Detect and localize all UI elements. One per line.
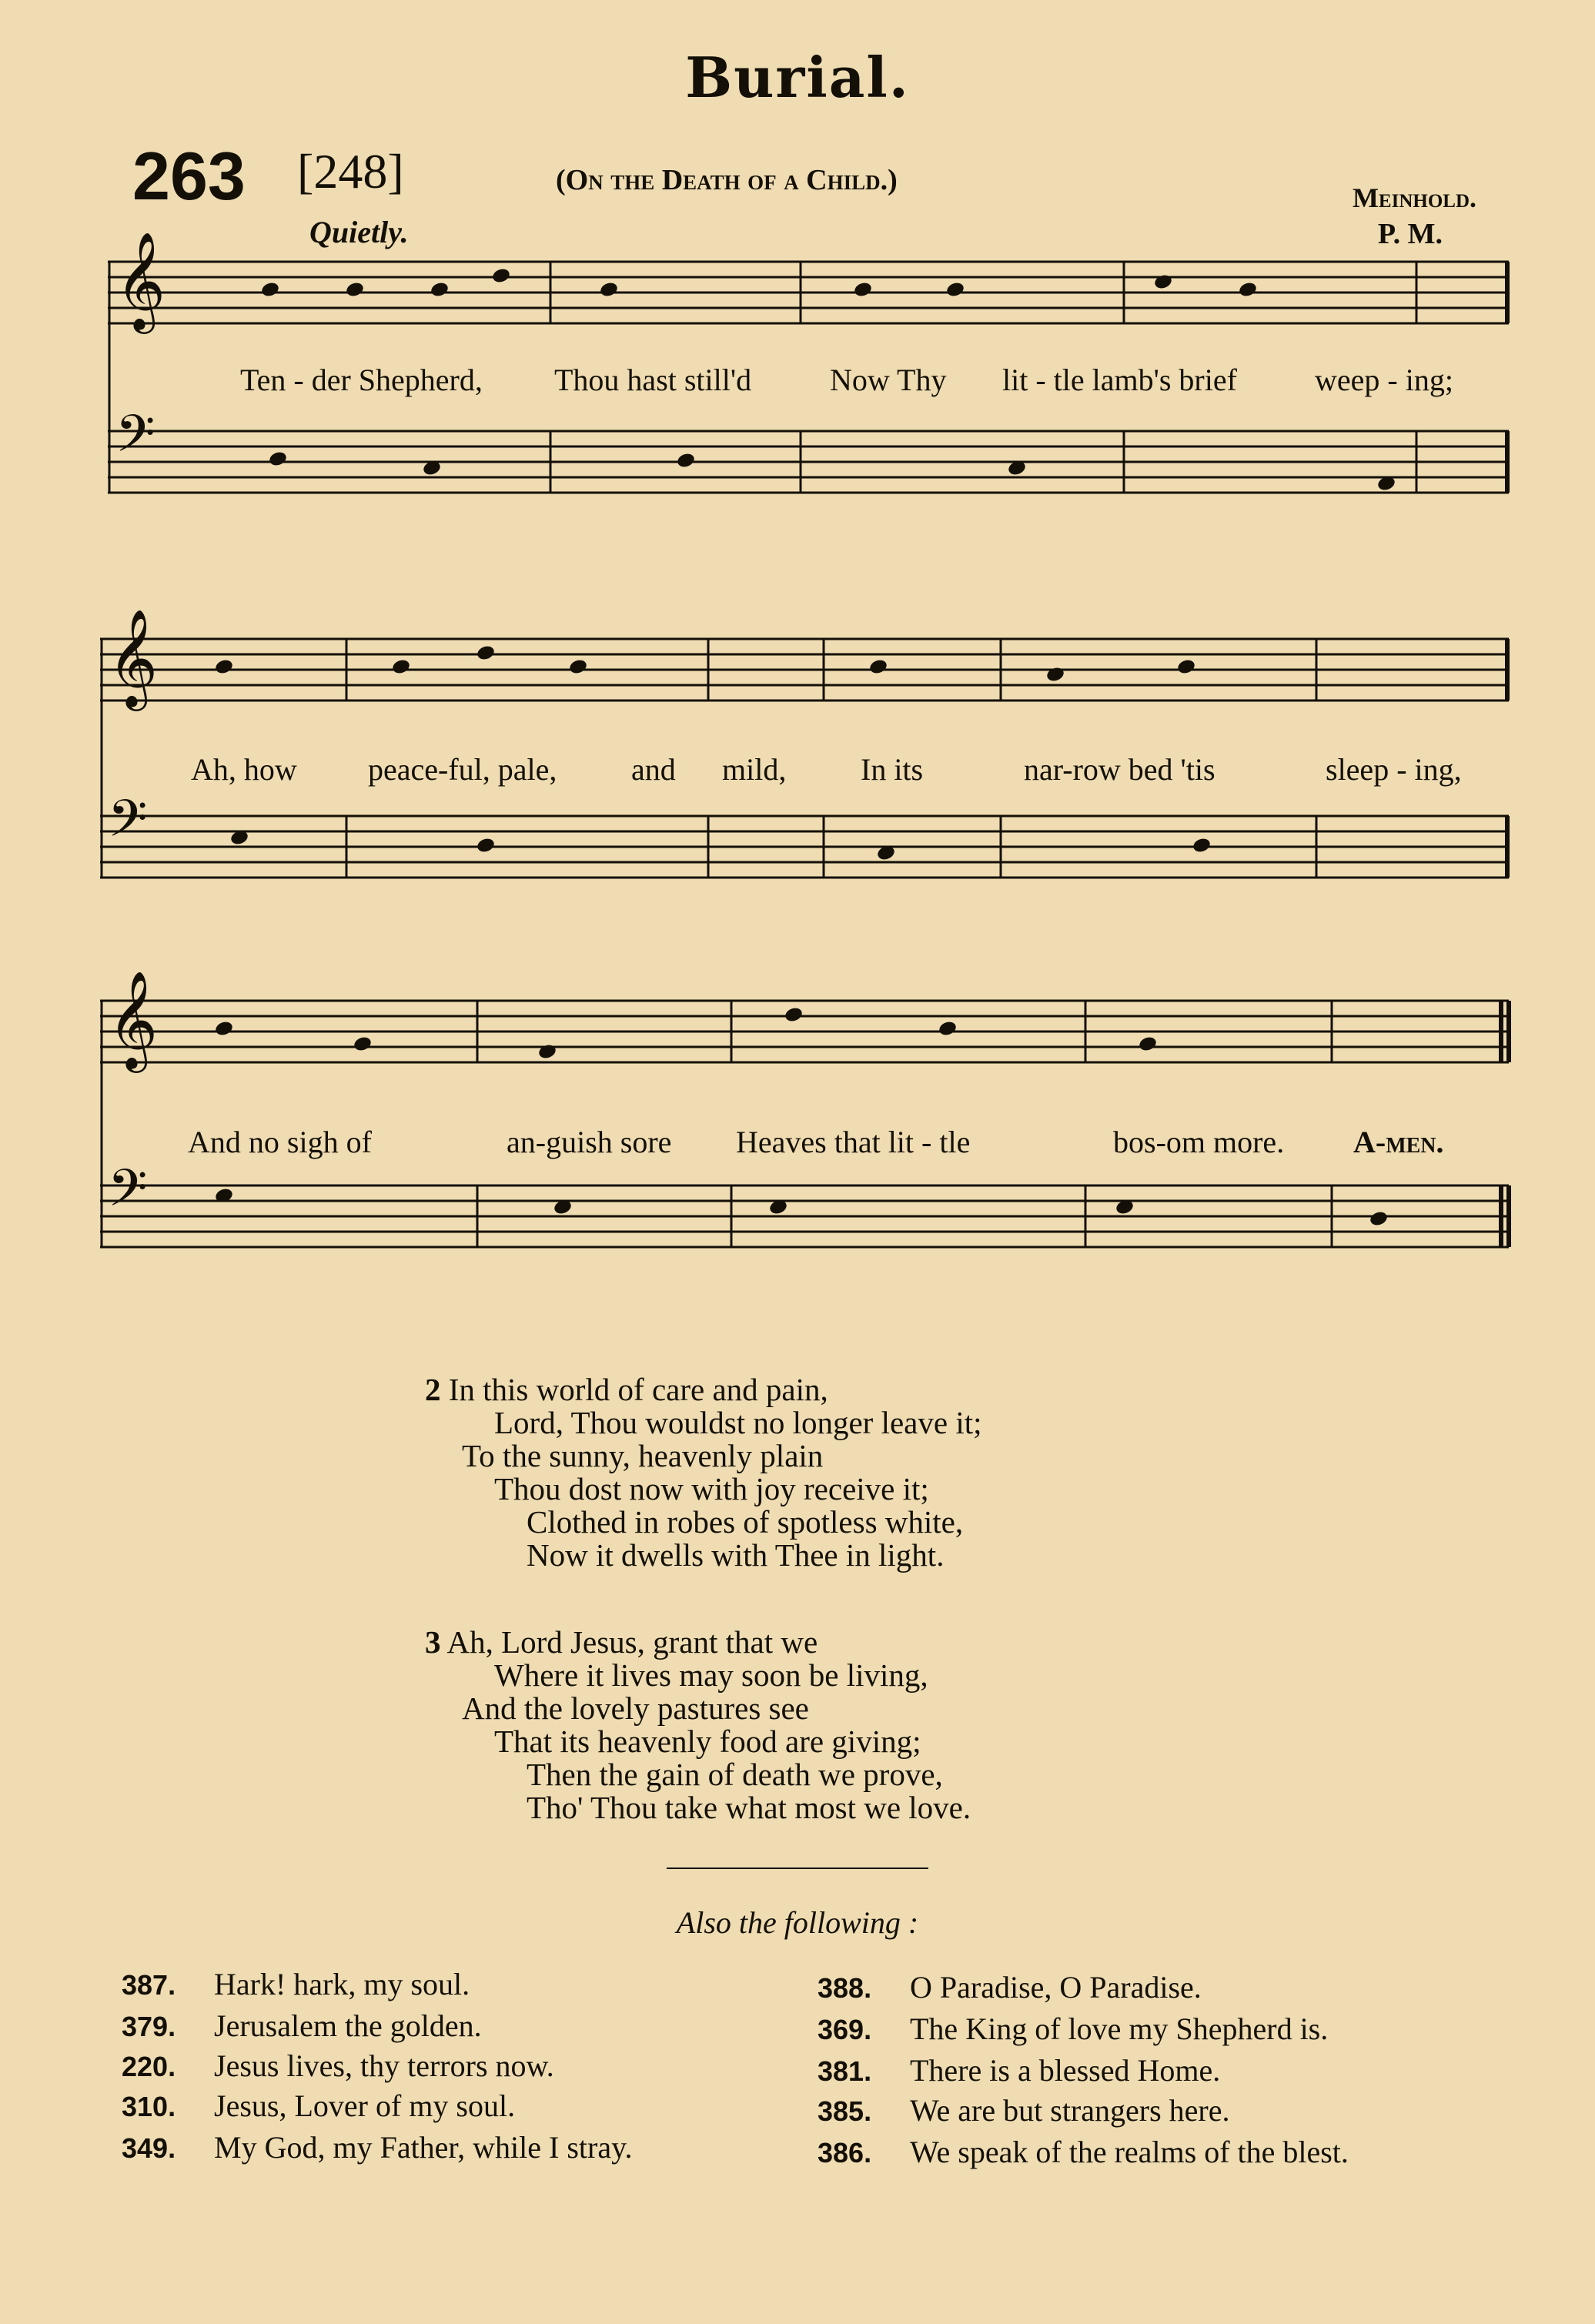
reference-number: 310. — [122, 2091, 176, 2122]
hymn-reference — [818, 2052, 1220, 2088]
hymn-reference — [122, 2008, 482, 2044]
stanza-line: And the lovely pastures see — [462, 1690, 809, 1726]
hymn-number: 263 — [132, 138, 246, 214]
reference-number: 386. — [818, 2137, 872, 2169]
hymn-reference — [818, 2092, 1229, 2128]
lyric: lit - tle lamb's brief — [1002, 363, 1237, 397]
reference-number: 387. — [122, 1969, 176, 2001]
stanza-line: Thou dost now with joy receive it; — [494, 1471, 929, 1506]
stanza-line: Then the gain of death we prove, — [527, 1757, 943, 1792]
bass-staff — [100, 816, 1509, 878]
reference-title: There is a blessed Home. — [910, 2053, 1221, 2088]
stanza-line: Ah, Lord Jesus, grant that we — [446, 1624, 818, 1660]
hymn-reference — [122, 1966, 470, 2002]
bass-clef-icon: 𝄢 — [115, 404, 155, 476]
bass-clef-icon: 𝄢 — [108, 1159, 148, 1230]
treble-clef-icon: 𝄞 — [115, 231, 166, 329]
treble-staff — [100, 639, 1509, 701]
reference-title: Jesus lives, thy terrors now. — [214, 2048, 554, 2083]
bass-staff — [100, 1185, 1509, 1247]
reference-title: Jerusalem the golden. — [214, 2008, 482, 2043]
stanza-line: Lord, Thou wouldst no longer leave it; — [494, 1405, 982, 1440]
reference-title: O Paradise, O Paradise. — [910, 1970, 1202, 2005]
reference-title: We are but strangers here. — [910, 2093, 1230, 2128]
reference-number: 220. — [122, 2051, 176, 2082]
alt-hymn-number: [248] — [297, 144, 404, 199]
lyric: A-men. — [1353, 1125, 1444, 1159]
reference-title: We speak of the realms of the blest. — [910, 2135, 1349, 2169]
lyric: bos-om more. — [1113, 1125, 1285, 1159]
divider — [667, 1868, 928, 1869]
stanza-number: 3 — [425, 1624, 441, 1660]
stanza-line: Clothed in robes of spotless white, — [527, 1504, 964, 1540]
reference-number: 388. — [818, 1972, 872, 2004]
lyric: In its — [861, 752, 924, 787]
reference-title: Hark! hark, my soul. — [214, 1967, 470, 2001]
lyric: and — [631, 752, 676, 787]
reference-title: The King of love my Shepherd is. — [910, 2011, 1329, 2046]
tempo-marking: Quietly. — [309, 215, 409, 249]
stanza-line: Where it lives may soon be living, — [494, 1657, 928, 1693]
reference-number: 385. — [818, 2095, 872, 2127]
meter: P. M. — [1377, 218, 1443, 250]
stanza-line: Tho' Thou take what most we love. — [527, 1790, 971, 1825]
stanza-3 — [425, 1626, 971, 1824]
lyric: mild, — [722, 752, 787, 787]
lyric: peace-ful, pale, — [368, 752, 557, 787]
bass-staff — [108, 431, 1509, 493]
section-title: Burial. — [685, 45, 910, 110]
hymn-reference — [122, 2129, 633, 2165]
stanza-number: 2 — [425, 1372, 441, 1407]
lyric: Ah, how — [191, 752, 297, 787]
lyric: weep - ing; — [1315, 363, 1453, 397]
reference-number: 381. — [818, 2055, 872, 2087]
hymn-occasion: (On the Death of a Child.) — [556, 164, 898, 196]
hymn-reference — [818, 2011, 1328, 2047]
lyric: Now Thy — [830, 363, 947, 397]
reference-title: My God, my Father, while I stray. — [214, 2130, 633, 2165]
hymn-reference — [818, 1969, 1202, 2005]
hymn-reference — [122, 2048, 554, 2084]
stanza-line: Now it dwells with Thee in light. — [527, 1537, 945, 1573]
hymn-reference — [122, 2088, 515, 2124]
composer: Meinhold. — [1352, 182, 1476, 213]
lyric: And no sigh of — [188, 1125, 372, 1159]
bass-clef-icon: 𝄢 — [108, 789, 148, 861]
reference-number: 349. — [122, 2132, 176, 2164]
stanza-line: To the sunny, heavenly plain — [462, 1438, 824, 1473]
reference-title: Jesus, Lover of my soul. — [214, 2088, 516, 2123]
lyric: sleep - ing, — [1326, 752, 1462, 787]
lyric: Thou hast still'd — [554, 363, 752, 397]
stanza-line: That its heavenly food are giving; — [494, 1724, 921, 1759]
also-heading: Also the following : — [676, 1905, 919, 1940]
lyric: Heaves that lit - tle — [736, 1125, 971, 1159]
treble-staff — [108, 262, 1509, 323]
treble-clef-icon: 𝄞 — [108, 608, 159, 707]
stanza-2 — [425, 1373, 982, 1572]
treble-clef-icon: 𝄞 — [108, 970, 159, 1068]
lyric: Ten - der Shepherd, — [240, 363, 483, 397]
hymn-reference — [818, 2134, 1349, 2170]
lyric: nar-row bed 'tis — [1024, 752, 1215, 787]
reference-number: 379. — [122, 2011, 176, 2042]
treble-staff — [100, 1001, 1509, 1062]
music-system-2 — [100, 631, 1516, 916]
lyric: an-guish sore — [507, 1125, 672, 1159]
reference-number: 369. — [818, 2014, 872, 2045]
stanza-line: In this world of care and pain, — [448, 1372, 828, 1407]
